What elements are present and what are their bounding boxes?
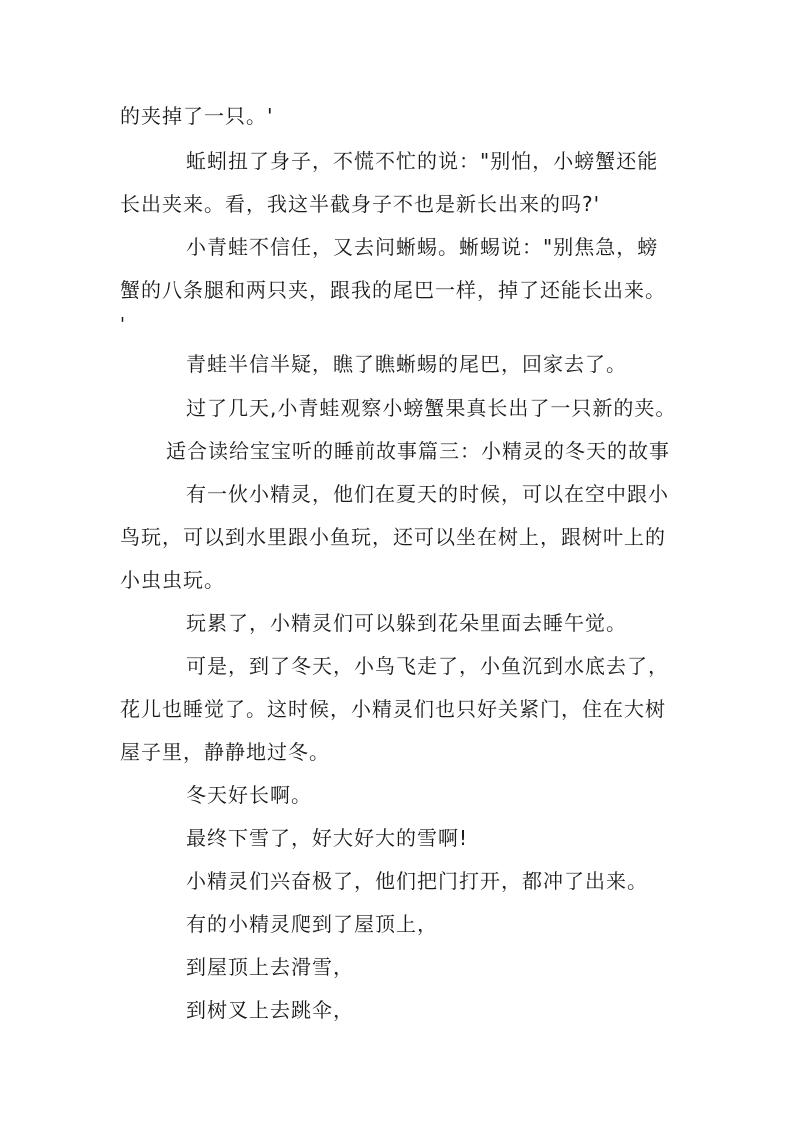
- text-line: 有一伙小精灵，他们在夏天的时候，可以在空中跟小: [186, 482, 669, 506]
- text-line: 蚯蚓扭了身子，不慌不忙的说："别怕，小螃蟹还能: [186, 149, 659, 173]
- text-line: 玩累了，小精灵们可以躲到花朵里面去睡午觉。: [186, 611, 627, 635]
- text-line: 小虫虫玩。: [120, 568, 225, 592]
- text-line: 到树叉上去跳伞，: [186, 998, 354, 1022]
- text-line: 的夹掉了一只。': [120, 104, 274, 128]
- text-line: 可是，到了冬天，小鸟飞走了，小鱼沉到水底去了，: [186, 654, 669, 678]
- text-line: 小精灵们兴奋极了，他们把门打开，都冲了出来。: [186, 869, 648, 893]
- text-line: 到屋顶上去滑雪，: [186, 955, 354, 979]
- text-line: 有的小精灵爬到了屋顶上，: [186, 912, 438, 936]
- text-line: 冬天好长啊。: [186, 783, 312, 807]
- text-line: 青蛙半信半疑，瞧了瞧蜥蜴的尾巴，回家去了。: [186, 352, 627, 376]
- text-line: ': [120, 314, 126, 335]
- text-line: 蟹的八条腿和两只夹，跟我的尾巴一样，掉了还能长出来。: [120, 278, 666, 302]
- text-line: 长出夹来。看，我这半截身子不也是新长出来的吗?': [120, 192, 601, 216]
- text-line: 小青蛙不信任，又去问蜥蜴。蜥蜴说："别焦急，螃: [186, 235, 659, 259]
- text-line: 屋子里，静静地过冬。: [120, 740, 330, 764]
- text-line: 过了几天,小青蛙观察小螃蟹果真长出了一只新的夹。: [186, 396, 677, 420]
- text-line: 花儿也睡觉了。这时候，小精灵们也只好关紧门，住在大树: [120, 697, 666, 721]
- text-line: 最终下雪了，好大好大的雪啊!: [186, 826, 469, 850]
- section-heading: 适合读给宝宝听的睡前故事篇三：小精灵的冬天的故事: [166, 439, 670, 463]
- text-line: 鸟玩，可以到水里跟小鱼玩，还可以坐在树上，跟树叶上的: [120, 525, 666, 549]
